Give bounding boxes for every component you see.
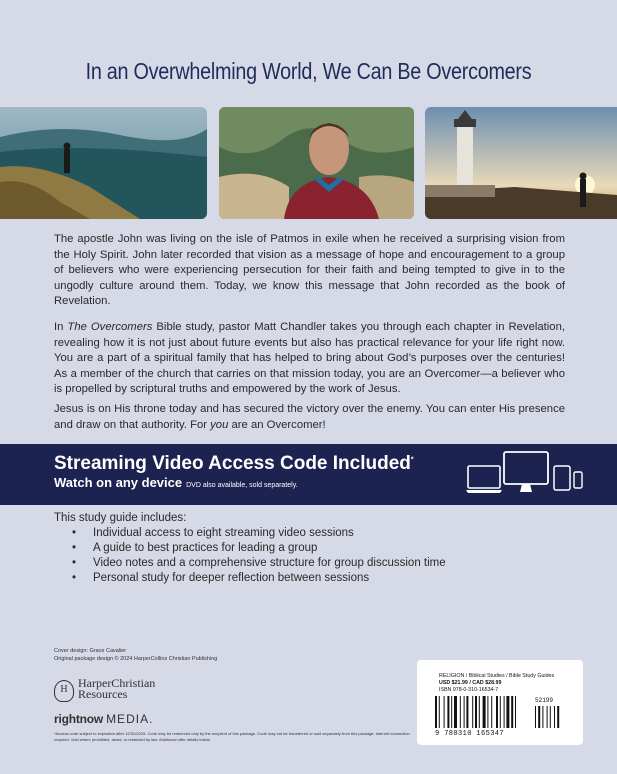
man-portrait-photo: [219, 107, 414, 219]
intro-paragraph: The apostle John was living on the isle of Patmos in exile when he received a surprising vision from the Holy Spirit. John later recorded that vision as a message of hope and encouragement to a group of believers who were experiencing persecution for their faith and being tempted to give in to the ungodly culture around them. Today, we know this message that John recorded as the book of Revelation.: [54, 233, 565, 308]
man-on-hillside-photo: [0, 107, 207, 219]
streaming-banner: [0, 444, 617, 505]
list-item: • Video notes and a comprehensive structure for group discussion time: [60, 556, 446, 571]
price-code: 52199: [535, 697, 554, 704]
includes-intro: This study guide includes:: [54, 512, 187, 524]
isbn-label: ISBN 978-0-310-16534-7: [439, 687, 499, 693]
includes-list: [60, 526, 446, 586]
harper-mark-icon: H: [54, 680, 74, 702]
barcode-box: [417, 660, 583, 745]
page-title: In an Overwhelming World, We Can Be Overcomers: [85, 58, 532, 84]
isbn-digits: 9 780310 165347: [435, 730, 505, 738]
closing-paragraph: Jesus is on His throne today and has secured the victory over the enemy. You can enter His presence and draw on that authority. For you are an Overcomer!: [54, 403, 565, 431]
rightnow-media-logo: rightnow MEDIA.: [54, 712, 154, 726]
watch-any-device: Watch on any device DVD also available, sold separately.: [54, 475, 298, 490]
harperchristian-logo: H HarperChristian Resources: [54, 678, 174, 702]
list-item: • Personal study for deeper reflection between sessions: [60, 571, 446, 586]
fine-print: *Access code subject to expiration after 12/31/2029. Code may be redeemed only by the recipient of this package. Code may not be transferred or sold separately from this package. Internet connection required. Void where prohibited, taxed, or restricted by law. Additional offer details inside.: [54, 731, 410, 742]
category-label: RELIGION / Biblical Studies / Bible Study Guides: [439, 673, 555, 679]
study-description-paragraph: In The Overcomers Bible study, pastor Matt Chandler takes you through each chapter in Revelation, revealing how it is not just about future events but also has practical relevance for your life right now. You are a part of a spiritual family that has helped to bring about God’s purposes over the centuries! As a member of the church that carries on that mission today, you are an Overcomer—a believer who is propelled by scriptural truths and empowered by the work of Jesus.: [54, 321, 565, 396]
lighthouse-photo: [425, 107, 617, 219]
design-credits: Cover design: Grace Cavalier Original package design © 2024 HarperCollins Christian Publishing: [54, 648, 218, 662]
streaming-heading: Streaming Video Access Code Included*: [54, 453, 414, 474]
list-item: • A guide to best practices for leading a group: [60, 541, 446, 556]
price-label: USD $21.99 / CAD $28.99: [439, 680, 502, 686]
devices-icon: [466, 450, 586, 500]
list-item: • Individual access to eight streaming video sessions: [60, 526, 446, 541]
